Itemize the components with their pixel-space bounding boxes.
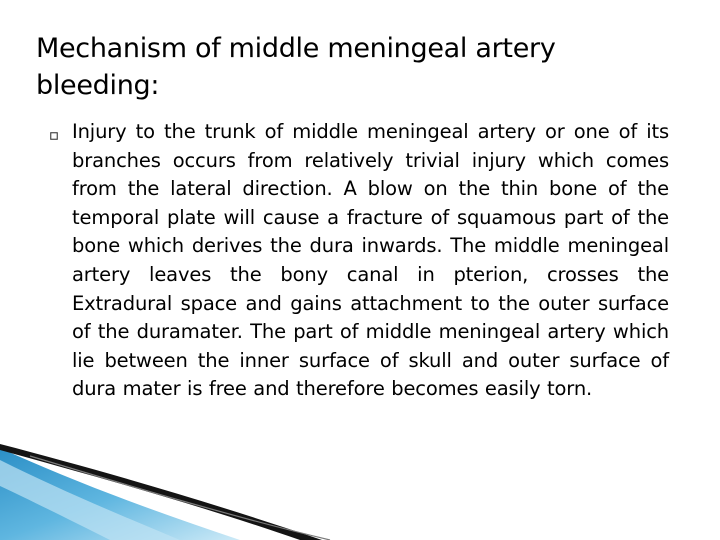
corner-swoosh-decoration [0, 420, 720, 540]
slide-title: Mechanism of middle meningeal artery bleeding: [36, 33, 556, 101]
slide-body-text: Injury to the trunk of middle meningeal artery or one of its branches occurs from relatively trivial injury which comes from the lateral direction. A blow on the thin bone of the temporal plate will cause a fracture of squamous part of the bone which derives the dura inwards. The middle meningeal artery leaves the bony canal in pterion, crosses the Extradural space and gains attachment to the outer surface of the duramater. The part of middle meningeal artery which lie between the inner surface of skull and outer surface of dura mater is free and therefore becomes easily torn. [72, 120, 669, 401]
hollow-square-bullet-icon [50, 132, 58, 140]
